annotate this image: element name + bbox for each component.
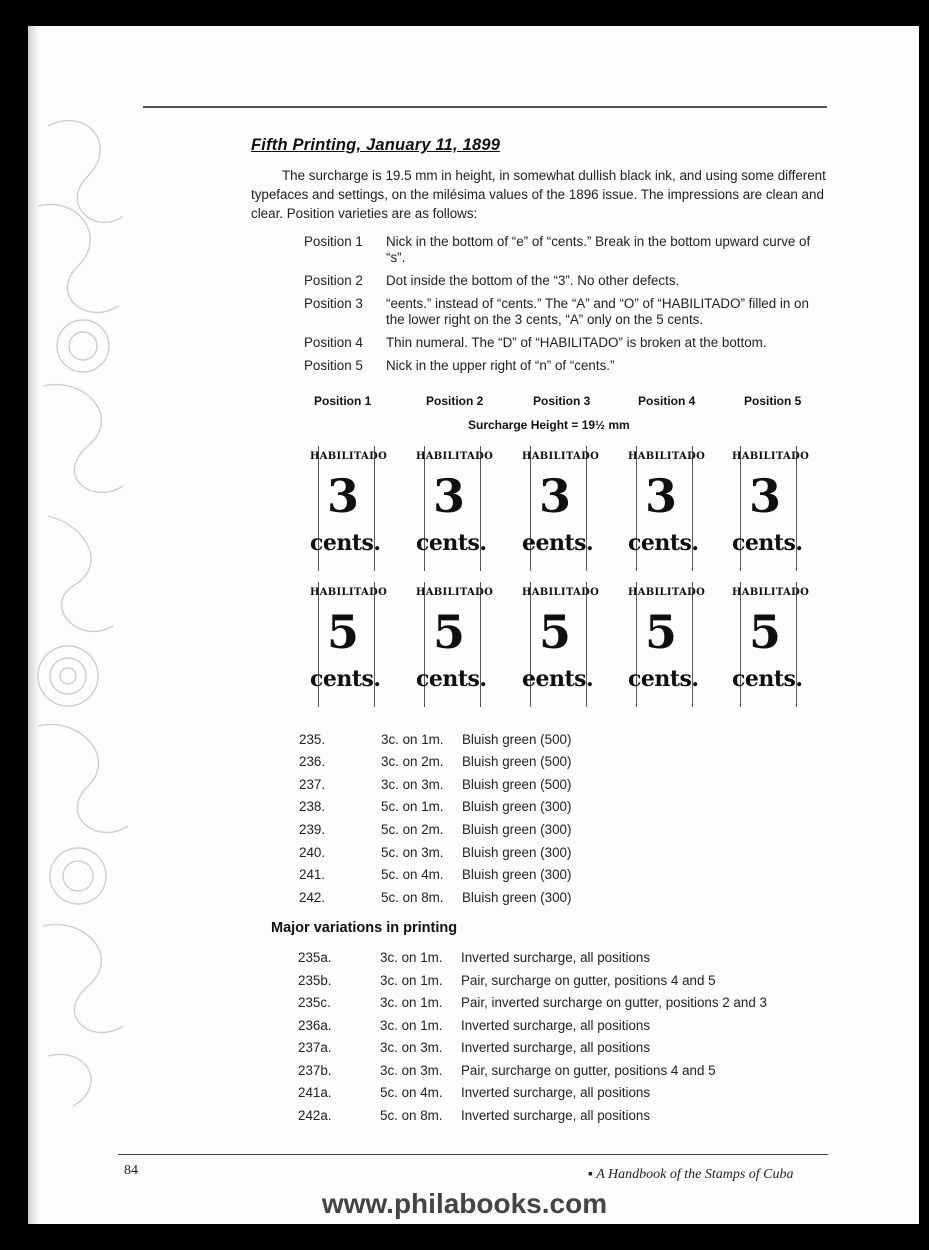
variation-description: Pair, surcharge on gutter, positions 4 and 5 <box>461 1063 716 1078</box>
variation-description: Inverted surcharge, all positions <box>461 1108 651 1123</box>
surcharge-value: 3 <box>432 469 465 523</box>
variation-value: 3c. on 1m. <box>380 950 443 965</box>
cents-text: cents. <box>416 530 487 556</box>
position-row <box>304 296 829 328</box>
surcharge-value: 5 <box>326 605 359 659</box>
cents-text: eents. <box>522 666 594 692</box>
variation-value: 3c. on 1m. <box>380 1018 443 1033</box>
catalog-value: 5c. on 4m. <box>381 867 444 882</box>
catalog-number: 241. <box>299 867 326 882</box>
variation-number: 236a. <box>298 1018 332 1033</box>
surcharge-value: 5 <box>432 605 465 659</box>
variation-value: 3c. on 1m. <box>380 973 443 988</box>
position-label: Position 3 <box>304 296 363 311</box>
top-rule <box>143 106 827 108</box>
variation-value: 3c. on 3m. <box>380 1040 443 1055</box>
habilitado-text: HABILITADO <box>732 451 810 462</box>
position-text: Nick in the upper right of “n” of “cents.” <box>386 358 615 373</box>
catalog-number: 239. <box>299 822 326 837</box>
habilitado-text: HABILITADO <box>732 587 810 598</box>
position-row <box>304 273 829 289</box>
cents-text: cents. <box>732 666 803 692</box>
surcharge-5c-position-2 <box>414 582 518 707</box>
catalog-number: 236. <box>299 754 326 769</box>
cents-text: cents. <box>628 530 699 556</box>
surcharge-value: 3 <box>326 469 359 523</box>
position-text: Dot inside the bottom of the “3”. No other defects. <box>386 273 680 288</box>
variation-number: 237a. <box>298 1040 332 1055</box>
catalog-value: 5c. on 2m. <box>381 822 444 837</box>
surcharge-3c-position-4 <box>626 446 730 571</box>
surcharge-value: 3 <box>748 469 781 523</box>
habilitado-text: HABILITADO <box>628 587 706 598</box>
surcharge-3c-position-2 <box>414 446 518 571</box>
position-row <box>304 358 829 374</box>
habilitado-text: HABILITADO <box>522 451 600 462</box>
intro-paragraph: The surcharge is 19.5 mm in height, in somewhat dullish black ink, and using some different typefaces and settings, on the milésima values of the 1896 issue. The impressions are clean and clear. Position varieties are as follows: <box>251 168 826 221</box>
book-page <box>28 26 919 1224</box>
variation-number: 242a. <box>298 1108 332 1123</box>
variation-number: 241a. <box>298 1085 332 1100</box>
major-variations-heading: Major variations in printing <box>271 920 458 936</box>
position-row <box>304 234 829 266</box>
catalog-value: 5c. on 3m. <box>381 845 444 860</box>
catalog-description: Bluish green (500) <box>462 754 572 769</box>
variation-number: 235b. <box>298 973 332 988</box>
figure-header: Position 4 <box>638 394 696 408</box>
surcharge-5c-position-1 <box>308 582 412 707</box>
figure-header: Position 2 <box>426 394 484 408</box>
surcharge-value: 5 <box>748 605 781 659</box>
surcharge-3c-position-1 <box>308 446 412 571</box>
catalog-number: 240. <box>299 845 326 860</box>
cents-text: cents. <box>310 530 381 556</box>
position-text: Thin numeral. The “D” of “HABILITADO” is broken at the bottom. <box>386 335 767 350</box>
figure-column-headers <box>290 394 830 414</box>
surcharge-value: 3 <box>538 469 571 523</box>
position-text: Nick in the bottom of “e” of “cents.” Break in the bottom upward curve of “s”. <box>386 234 811 265</box>
catalog-number: 242. <box>299 890 326 905</box>
surcharge-value: 5 <box>538 605 571 659</box>
catalog-description: Bluish green (500) <box>462 732 572 747</box>
catalog-description: Bluish green (300) <box>462 890 572 905</box>
variation-description: Inverted surcharge, all positions <box>461 950 651 965</box>
cents-text: cents. <box>628 666 699 692</box>
section-heading: Fifth Printing, January 11, 1899 <box>251 136 501 154</box>
watermark-url: www.philabooks.com <box>321 1188 608 1219</box>
position-row <box>304 335 829 351</box>
figure-header: Position 3 <box>533 394 591 408</box>
surcharge-5c-position-3 <box>520 582 624 707</box>
habilitado-text: HABILITADO <box>628 451 706 462</box>
catalog-description: Bluish green (500) <box>462 777 572 792</box>
variation-value: 3c. on 3m. <box>380 1063 443 1078</box>
position-varieties-list <box>304 234 829 381</box>
variation-number: 235a. <box>298 950 332 965</box>
variation-value: 5c. on 8m. <box>380 1108 443 1123</box>
habilitado-text: HABILITADO <box>522 587 600 598</box>
surcharge-5c-position-5 <box>730 582 834 707</box>
catalog-value: 5c. on 1m. <box>381 799 444 814</box>
catalog-description: Bluish green (300) <box>462 867 572 882</box>
surcharge-value: 5 <box>644 605 677 659</box>
position-label: Position 1 <box>304 234 363 249</box>
variation-value: 5c. on 4m. <box>380 1085 443 1100</box>
variation-description: Inverted surcharge, all positions <box>461 1085 651 1100</box>
figure-header: Position 5 <box>744 394 802 408</box>
cents-text: cents. <box>416 666 487 692</box>
catalog-value: 3c. on 3m. <box>381 777 444 792</box>
cents-text: cents. <box>732 530 803 556</box>
decorative-flourish-border <box>28 86 138 1126</box>
bottom-rule <box>118 1154 828 1155</box>
page-number: 84 <box>124 1163 138 1178</box>
catalog-value: 5c. on 8m. <box>381 890 444 905</box>
running-title: ▪ A Handbook of the Stamps of Cuba <box>588 1167 794 1182</box>
catalog-value: 3c. on 1m. <box>381 732 444 747</box>
surcharge-5c-position-4 <box>626 582 730 707</box>
cents-text: cents. <box>310 666 381 692</box>
position-label: Position 5 <box>304 358 363 373</box>
catalog-description: Bluish green (300) <box>462 845 572 860</box>
surcharge-value: 3 <box>644 469 677 523</box>
position-text: “eents.” instead of “cents.” The “A” and “O” of “HABILITADO” filled in on the lower right on the 3 cents, “A” only on the 5 cents. <box>386 296 809 327</box>
position-label: Position 2 <box>304 273 363 288</box>
variation-number: 235c. <box>298 995 331 1010</box>
catalog-description: Bluish green (300) <box>462 799 572 814</box>
habilitado-text: HABILITADO <box>310 451 388 462</box>
catalog-number: 237. <box>299 777 326 792</box>
position-label: Position 4 <box>304 335 363 350</box>
figure-subtitle: Surcharge Height = 19½ mm <box>468 418 630 432</box>
surcharge-3c-position-3 <box>520 446 624 571</box>
catalog-description: Bluish green (300) <box>462 822 572 837</box>
catalog-number: 238. <box>299 799 326 814</box>
variation-description: Inverted surcharge, all positions <box>461 1018 651 1033</box>
habilitado-text: HABILITADO <box>416 451 494 462</box>
catalog-number: 235. <box>299 732 326 747</box>
cents-text: eents. <box>522 530 594 556</box>
variation-description: Pair, inverted surcharge on gutter, positions 2 and 3 <box>461 995 767 1010</box>
habilitado-text: HABILITADO <box>310 587 388 598</box>
variation-description: Inverted surcharge, all positions <box>461 1040 651 1055</box>
surcharge-3c-position-5 <box>730 446 834 571</box>
figure-header: Position 1 <box>314 394 372 408</box>
variation-value: 3c. on 1m. <box>380 995 443 1010</box>
catalog-value: 3c. on 2m. <box>381 754 444 769</box>
habilitado-text: HABILITADO <box>416 587 494 598</box>
variation-number: 237b. <box>298 1063 332 1078</box>
variation-description: Pair, surcharge on gutter, positions 4 and 5 <box>461 973 716 988</box>
